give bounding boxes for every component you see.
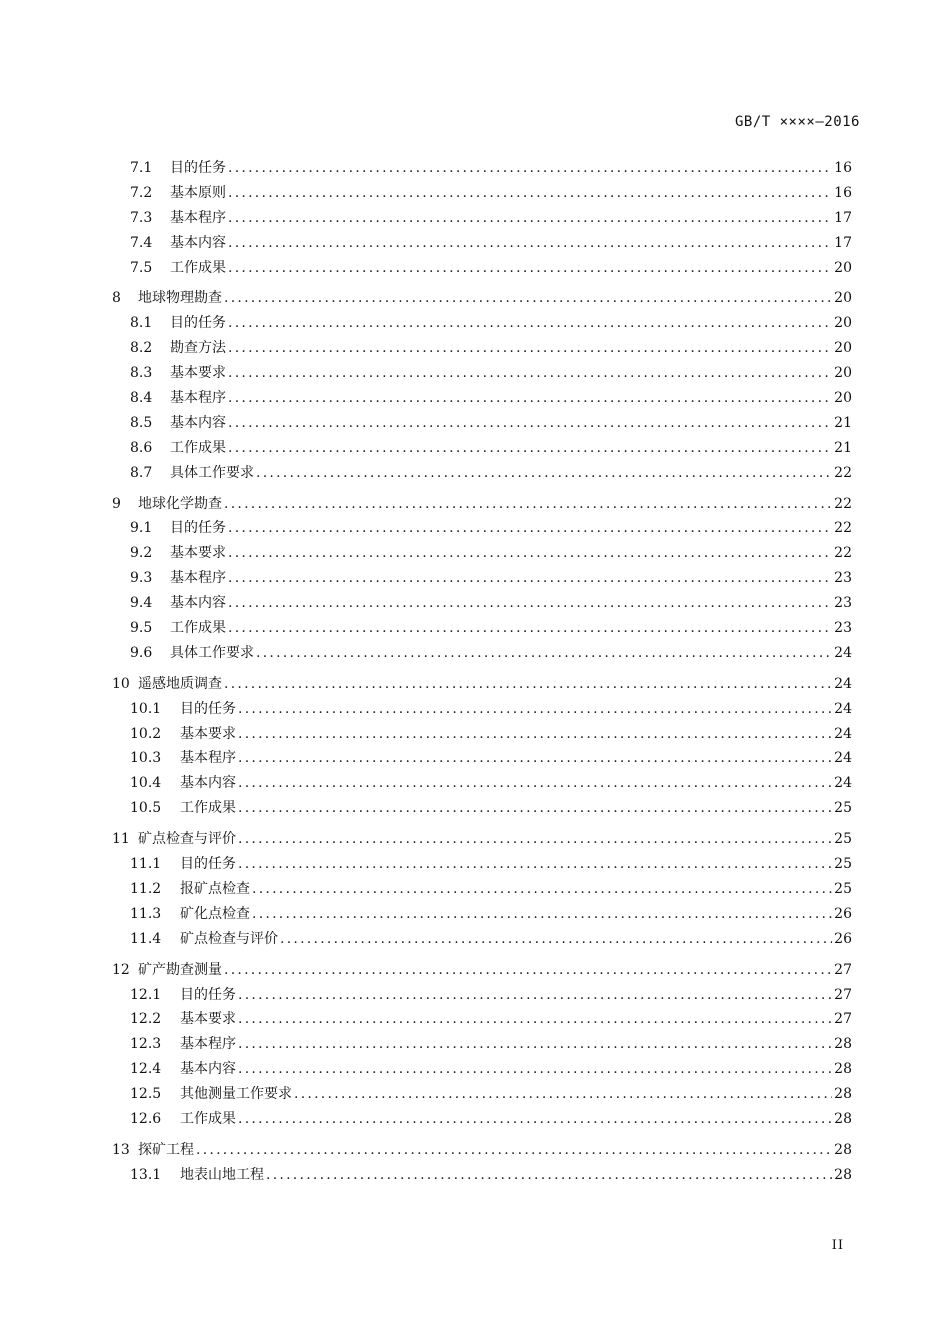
toc-dot-leader xyxy=(256,641,832,666)
toc-entry-number: 9 xyxy=(112,495,121,512)
toc-entry-page: 28 xyxy=(834,1110,852,1127)
toc-entry-number: 12.5 xyxy=(130,1086,162,1103)
toc-dot-leader xyxy=(228,591,832,616)
toc-entry-page: 20 xyxy=(834,315,852,332)
toc-entry-page: 24 xyxy=(834,700,852,717)
toc-entry-page: 26 xyxy=(834,930,852,947)
toc-entry-title: 基本程序 xyxy=(170,209,226,226)
toc-entry-title: 工作成果 xyxy=(170,620,226,637)
toc-entry-title: 矿点检查与评价 xyxy=(180,930,278,947)
toc-entry-page: 28 xyxy=(834,1061,852,1078)
toc-entry-page: 27 xyxy=(834,961,852,978)
toc-dot-leader xyxy=(224,286,832,311)
toc-entry-title: 基本程序 xyxy=(170,390,226,407)
toc-entry-number: 12 xyxy=(112,961,130,978)
toc-section-entry[interactable] xyxy=(112,566,852,591)
toc-dot-leader xyxy=(228,336,832,361)
toc-entry-page: 17 xyxy=(834,209,852,226)
toc-entry-page: 24 xyxy=(834,750,852,767)
toc-dot-leader xyxy=(238,771,832,796)
toc-entry-page: 25 xyxy=(834,831,852,848)
toc-entry-number: 7.5 xyxy=(130,259,153,276)
toc-dot-leader xyxy=(294,1082,832,1107)
toc-entry-page: 23 xyxy=(834,570,852,587)
toc-entry-page: 16 xyxy=(834,160,852,176)
toc-dot-leader xyxy=(238,827,832,852)
toc-section-entry[interactable] xyxy=(112,852,852,877)
toc-section-entry[interactable] xyxy=(112,1057,852,1082)
toc-entry-number: 8.2 xyxy=(130,340,153,357)
toc-section-entry[interactable] xyxy=(112,1007,852,1032)
toc-entry-number: 11.2 xyxy=(130,880,162,897)
toc-entry-page: 24 xyxy=(834,775,852,792)
page-number: II xyxy=(831,1238,844,1253)
toc-entry-title: 基本内容 xyxy=(180,775,236,792)
toc-entry-number: 7.4 xyxy=(130,234,153,251)
toc-entry-number: 11 xyxy=(112,831,130,848)
toc-dot-leader xyxy=(252,877,832,902)
toc-section-entry[interactable] xyxy=(112,1107,852,1132)
toc-section-entry[interactable] xyxy=(112,1163,852,1188)
toc-section-entry[interactable] xyxy=(112,927,852,952)
toc-entry-page: 22 xyxy=(834,520,852,537)
toc-section-entry[interactable] xyxy=(112,796,852,821)
toc-entry-number: 10 xyxy=(112,675,130,692)
toc-entry-page: 28 xyxy=(834,1166,852,1183)
toc-chapter-entry[interactable] xyxy=(112,1138,852,1163)
toc-entry-number: 10.2 xyxy=(130,725,162,742)
toc-entry-page: 17 xyxy=(834,234,852,251)
toc-section-entry[interactable] xyxy=(112,181,852,206)
toc-section-entry[interactable] xyxy=(112,516,852,541)
toc-entry-number: 9.5 xyxy=(130,620,153,637)
toc-entry-title: 地表山地工程 xyxy=(180,1166,264,1183)
toc-entry-title: 矿产勘查测量 xyxy=(138,961,222,978)
toc-section-entry[interactable] xyxy=(112,771,852,796)
toc-entry-title: 目的任务 xyxy=(180,856,236,873)
toc-chapter-entry[interactable] xyxy=(112,286,852,311)
toc-entry-title: 报矿点检查 xyxy=(180,880,250,897)
toc-section-entry[interactable] xyxy=(112,902,852,927)
toc-entry-title: 勘查方法 xyxy=(170,340,226,357)
toc-chapter-entry[interactable] xyxy=(112,492,852,517)
toc-entry-title: 基本内容 xyxy=(170,414,226,431)
toc-entry-number: 11.3 xyxy=(130,905,162,922)
toc-section-entry[interactable] xyxy=(112,983,852,1008)
toc-entry-page: 20 xyxy=(834,390,852,407)
toc-dot-leader xyxy=(228,181,832,206)
toc-dot-leader xyxy=(238,1007,832,1032)
toc-entry-number: 8.3 xyxy=(130,365,153,382)
toc-entry-title: 其他测量工作要求 xyxy=(180,1086,292,1103)
toc-entry-number: 11.4 xyxy=(130,930,162,947)
toc-entry-page: 24 xyxy=(834,644,852,661)
toc-entry-title: 基本原则 xyxy=(170,184,226,201)
toc-section-entry[interactable] xyxy=(112,697,852,722)
toc-entry-title: 目的任务 xyxy=(170,520,226,537)
toc-section-entry[interactable] xyxy=(112,722,852,747)
toc-entry-page: 28 xyxy=(834,1141,852,1158)
toc-dot-leader xyxy=(196,1138,832,1163)
toc-section-entry[interactable] xyxy=(112,311,852,336)
toc-dot-leader xyxy=(238,1057,832,1082)
toc-entry-number: 12.3 xyxy=(130,1036,162,1053)
toc-dot-leader xyxy=(238,722,832,747)
toc-dot-leader xyxy=(228,566,832,591)
toc-entry-title: 基本程序 xyxy=(170,570,226,587)
toc-section-entry[interactable] xyxy=(112,877,852,902)
toc-entry-page: 21 xyxy=(834,439,852,456)
standard-code-header: GB/T ××××—2016 xyxy=(734,114,860,130)
toc-entry-number: 10.1 xyxy=(130,700,162,717)
toc-section-entry[interactable] xyxy=(112,411,852,436)
toc-dot-leader xyxy=(224,492,832,517)
toc-dot-leader xyxy=(228,256,832,281)
toc-entry-title: 基本要求 xyxy=(180,1011,236,1028)
toc-dot-leader xyxy=(266,1163,832,1188)
toc-entry-title: 矿化点检查 xyxy=(180,905,250,922)
toc-entry-page: 24 xyxy=(834,675,852,692)
toc-entry-title: 目的任务 xyxy=(180,700,236,717)
toc-entry-number: 10.4 xyxy=(130,775,162,792)
toc-entry-title: 工作成果 xyxy=(170,259,226,276)
toc-entry-number: 12.4 xyxy=(130,1061,162,1078)
toc-section-entry[interactable] xyxy=(112,231,852,256)
toc-dot-leader xyxy=(228,386,832,411)
toc-entry-title: 地球化学勘查 xyxy=(138,495,222,512)
toc-entry-page: 27 xyxy=(834,1011,852,1028)
toc-entry-title: 具体工作要求 xyxy=(170,644,254,661)
toc-entry-number: 9.4 xyxy=(130,595,153,612)
toc-entry-title: 地球物理勘查 xyxy=(138,290,222,307)
toc-entry-title: 基本内容 xyxy=(170,595,226,612)
toc-entry-number: 9.1 xyxy=(130,520,153,537)
toc-entry-page: 28 xyxy=(834,1086,852,1103)
toc-dot-leader xyxy=(228,541,832,566)
toc-entry-number: 9.3 xyxy=(130,570,153,587)
toc-dot-leader xyxy=(252,902,832,927)
toc-section-entry[interactable] xyxy=(112,746,852,771)
toc-section-entry[interactable] xyxy=(112,641,852,666)
toc-entry-page: 28 xyxy=(834,1036,852,1053)
toc-section-entry[interactable] xyxy=(112,386,852,411)
toc-dot-leader xyxy=(280,927,832,952)
toc-entry-title: 工作成果 xyxy=(180,1110,236,1127)
toc-entry-title: 遥感地质调查 xyxy=(138,675,222,692)
toc-section-entry[interactable] xyxy=(112,336,852,361)
toc-entry-number: 10.3 xyxy=(130,750,162,767)
toc-dot-leader xyxy=(256,461,832,486)
toc-entry-page: 26 xyxy=(834,905,852,922)
toc-section-entry[interactable] xyxy=(112,361,852,386)
toc-entry-number: 8.1 xyxy=(130,315,153,332)
toc-entry-number: 7.3 xyxy=(130,209,153,226)
toc-entry-page: 23 xyxy=(834,595,852,612)
toc-entry-title: 工作成果 xyxy=(170,439,226,456)
toc-entry-title: 矿点检查与评价 xyxy=(138,831,236,848)
toc-entry-title: 基本要求 xyxy=(170,545,226,562)
toc-entry-number: 12.2 xyxy=(130,1011,162,1028)
toc-dot-leader xyxy=(238,746,832,771)
toc-entry-number: 8.4 xyxy=(130,390,153,407)
toc-entry-number: 7.1 xyxy=(130,160,153,176)
toc-entry-page: 20 xyxy=(834,290,852,307)
toc-entry-number: 7.2 xyxy=(130,184,153,201)
toc-entry-page: 20 xyxy=(834,365,852,382)
toc-dot-leader xyxy=(228,206,832,231)
toc-dot-leader xyxy=(238,796,832,821)
toc-section-entry[interactable] xyxy=(112,1032,852,1057)
toc-section-entry[interactable] xyxy=(112,156,852,181)
toc-entry-page: 20 xyxy=(834,259,852,276)
toc-dot-leader xyxy=(228,616,832,641)
toc-entry-page: 16 xyxy=(834,184,852,201)
toc-entry-number: 13.1 xyxy=(130,1166,162,1183)
toc-section-entry[interactable] xyxy=(112,616,852,641)
toc-entry-page: 21 xyxy=(834,414,852,431)
toc-entry-title: 基本程序 xyxy=(180,1036,236,1053)
toc-entry-number: 8.5 xyxy=(130,414,153,431)
toc-dot-leader xyxy=(228,156,832,181)
toc-entry-number: 8 xyxy=(112,290,121,307)
toc-entry-number: 10.5 xyxy=(130,800,162,817)
toc-dot-leader xyxy=(228,311,832,336)
toc-entry-page: 24 xyxy=(834,725,852,742)
toc-entry-page: 25 xyxy=(834,880,852,897)
toc-entry-title: 目的任务 xyxy=(170,315,226,332)
toc-dot-leader xyxy=(228,361,832,386)
toc-entry-number: 9.6 xyxy=(130,644,153,661)
toc-entry-number: 8.6 xyxy=(130,439,153,456)
toc-dot-leader xyxy=(228,231,832,256)
toc-entry-page: 22 xyxy=(834,495,852,512)
toc-entry-number: 12.1 xyxy=(130,986,162,1003)
table-of-contents xyxy=(112,156,852,1188)
toc-entry-page: 23 xyxy=(834,620,852,637)
toc-entry-page: 25 xyxy=(834,856,852,873)
toc-entry-page: 27 xyxy=(834,986,852,1003)
toc-entry-page: 25 xyxy=(834,800,852,817)
toc-entry-number: 13 xyxy=(112,1141,130,1158)
toc-section-entry[interactable] xyxy=(112,591,852,616)
toc-dot-leader xyxy=(228,516,832,541)
toc-entry-title: 基本要求 xyxy=(170,365,226,382)
toc-entry-title: 目的任务 xyxy=(180,986,236,1003)
toc-entry-title: 探矿工程 xyxy=(138,1141,194,1158)
toc-section-entry[interactable] xyxy=(112,541,852,566)
toc-section-entry[interactable] xyxy=(112,206,852,231)
toc-entry-number: 12.6 xyxy=(130,1110,162,1127)
toc-section-entry[interactable] xyxy=(112,461,852,486)
toc-chapter-entry[interactable] xyxy=(112,672,852,697)
toc-dot-leader xyxy=(224,672,832,697)
toc-entry-title: 目的任务 xyxy=(170,160,226,176)
toc-entry-title: 基本内容 xyxy=(180,1061,236,1078)
toc-entry-page: 22 xyxy=(834,464,852,481)
toc-entry-number: 9.2 xyxy=(130,545,153,562)
toc-dot-leader xyxy=(228,411,832,436)
toc-section-entry[interactable] xyxy=(112,436,852,461)
toc-entry-number: 8.7 xyxy=(130,464,153,481)
toc-entry-title: 具体工作要求 xyxy=(170,464,254,481)
toc-dot-leader xyxy=(238,983,832,1008)
toc-entry-title: 基本内容 xyxy=(170,234,226,251)
toc-entry-page: 22 xyxy=(834,545,852,562)
toc-dot-leader xyxy=(224,958,832,983)
toc-dot-leader xyxy=(238,697,832,722)
toc-entry-title: 基本程序 xyxy=(180,750,236,767)
toc-chapter-entry[interactable] xyxy=(112,827,852,852)
toc-section-entry[interactable] xyxy=(112,1082,852,1107)
toc-dot-leader xyxy=(238,1107,832,1132)
toc-dot-leader xyxy=(238,852,832,877)
toc-entry-title: 基本要求 xyxy=(180,725,236,742)
toc-chapter-entry[interactable] xyxy=(112,958,852,983)
toc-dot-leader xyxy=(238,1032,832,1057)
toc-dot-leader xyxy=(228,436,832,461)
toc-entry-number: 11.1 xyxy=(130,856,162,873)
toc-entry-title: 工作成果 xyxy=(180,800,236,817)
toc-entry-page: 20 xyxy=(834,340,852,357)
toc-section-entry[interactable] xyxy=(112,256,852,281)
